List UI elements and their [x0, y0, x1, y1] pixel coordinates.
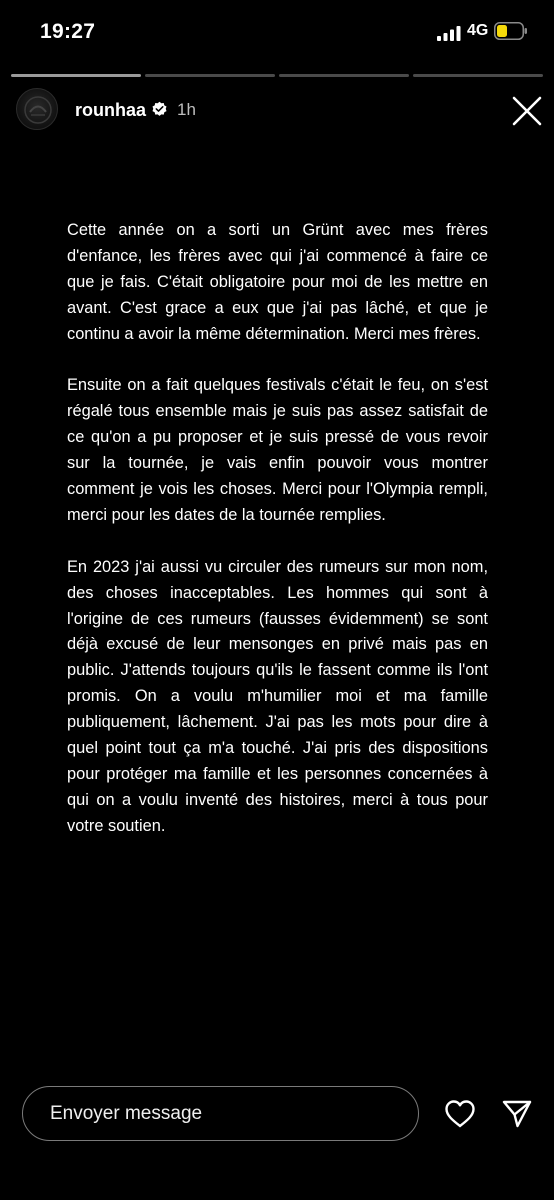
status-bar: [0, 0, 554, 66]
status-time: 19:27: [40, 20, 96, 43]
send-message-input[interactable]: [22, 1086, 419, 1141]
progress-segment: [145, 74, 275, 77]
story-time-ago: 1h: [177, 100, 196, 119]
close-icon[interactable]: [508, 92, 546, 130]
send-icon[interactable]: [501, 1099, 533, 1129]
story-progress-bar: [11, 74, 543, 77]
story-text: [67, 218, 488, 866]
avatar[interactable]: [16, 88, 58, 130]
story-username[interactable]: rounhaa: [75, 100, 147, 120]
verified-badge-icon: [151, 101, 168, 118]
heart-icon[interactable]: [444, 1099, 476, 1129]
message-placeholder: Envoyer message: [50, 1103, 203, 1124]
story-paragraph: Ensuite on a fait quelques festivals c'était le feu, on s'est régalé tous ensemble mais je suis pas assez satisfait de ce qu'on a pu proposer et je suis pressé de vous revoir sur la tournée, je vais enfin pouvoir vous montrer comment je vois les choses. Merci pour l'Olympia rempli, merci pour les dates de la tournée remplies.: [67, 376, 488, 524]
signal-icon: [437, 25, 461, 41]
progress-segment: [279, 74, 409, 77]
progress-segment: [11, 74, 141, 77]
progress-segment: [413, 74, 543, 77]
avatar-image: [17, 89, 58, 130]
story-paragraph: En 2023 j'ai aussi vu circuler des rumeurs sur mon nom, des choses inacceptables. Les hommes qui sont à l'origine de ces rumeurs (fausses évidemment) se sont déjà excusé de leur mensonges en privé mais pas en public. J'attends toujours qu'ils le fassent comme ils l'ont promis. On a voulu m'humilier moi et ma famille publiquement, lâchement. J'ai pas les mots pour dire à quel point tout ça m'a touché. J'ai pris des dispositions pour protéger ma famille et les personnes concernées à qui on a voulu inventé des histoires, merci à tous pour votre soutien.: [67, 557, 488, 835]
story-paragraph: Cette année on a sorti un Grünt avec mes frères d'enfance, les frères avec qui j'ai commencé à faire ce que je fais. C'était obligatoire pour moi de les mettre en avant. C'est grace a eux que j'ai pas lâché, et que je continu a avoir la même détermination. Merci mes frères.: [67, 221, 488, 343]
battery-icon: [494, 22, 528, 40]
network-label: 4G: [467, 22, 489, 39]
